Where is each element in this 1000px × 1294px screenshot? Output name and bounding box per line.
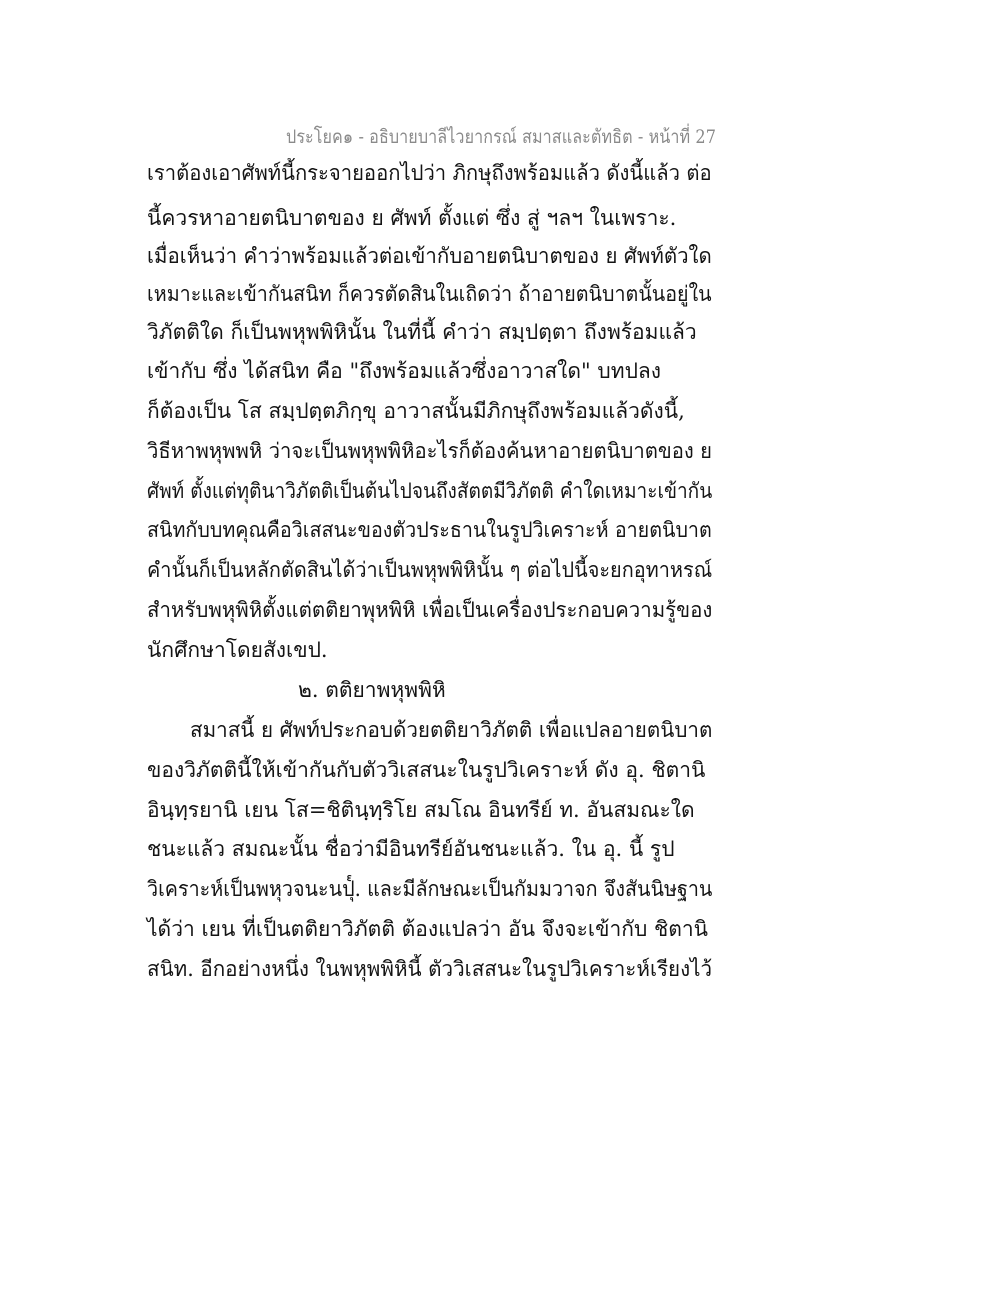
- body-line: คำนั้นก็เป็นหลักตัดสินได้ว่าเป็นพหุพพิหินั้น ๆ ต่อไปนี้จะยกอุทาหรณ์: [147, 558, 713, 582]
- section-line: สมาสนี้ ย ศัพท์ประกอบด้วยตติยาวิภัตติ เพื่อแปลอายตนิบาต: [190, 718, 713, 742]
- body-line: ศัพท์ ตั้งแต่ทุตินาวิภัตติเป็นต้นไปจนถึงสัตตมีวิภัตติ คำใดเหมาะเข้ากัน: [147, 479, 713, 503]
- section-line: วิเคราะห์เป็นพหุวจนะนปุ๎. และมีลักษณะเป็นกัมมวาจก จึงสันนิษฐาน: [147, 877, 713, 901]
- running-header: ประโยค๑ - อธิบายบาลีไวยากรณ์ สมาสและตัทธิต - หน้าที่ 27: [286, 126, 717, 148]
- body-line: ก็ต้องเป็น โส สมฺปตฺตภิกฺขุ อาวาสนั้นมีภิกษุถึงพร้อมแล้วดังนี้,: [147, 399, 685, 423]
- section-line: ชนะแล้ว สมณะนั้น ชื่อว่ามีอินทรีย์อันชนะแล้ว. ใน อุ. นี้ รูป: [147, 837, 675, 861]
- body-line: เข้ากับ ซึ่ง ได้สนิท คือ "ถึงพร้อมแล้วซึ่งอาวาสใด" บทปลง: [147, 359, 662, 383]
- section-line: อินฺทฺรยานิ เยน โส=ชิตินฺทฺริโย สมโณ อินทรีย์ ท. อันสมณะใด: [147, 798, 695, 822]
- section-line: ได้ว่า เยน ที่เป็นตติยาวิภัตติ ต้องแปลว่า อัน จึงจะเข้ากับ ชิตานิ: [147, 917, 709, 941]
- body-line: สำหรับพหุพิหิตั้งแต่ตติยาพุหพิหิ เพื่อเป็นเครื่องประกอบความรู้ของ: [147, 598, 713, 622]
- section-line: ของวิภัตตินี้ให้เข้ากันกับตัววิเสสนะในรูปวิเคราะห์ ดัง อุ. ชิตานิ: [147, 758, 706, 782]
- body-line: นักศึกษาโดยสังเขป.: [147, 638, 328, 662]
- body-line: นี้ควรหาอายตนิบาตของ ย ศัพท์ ตั้งแต่ ซึ่ง สู่ ฯลฯ ในเพราะ.: [147, 206, 677, 230]
- body-line: เมื่อเห็นว่า คำว่าพร้อมแล้วต่อเข้ากับอายตนิบาตของ ย ศัพท์ตัวใด: [147, 244, 712, 268]
- section-heading: ๒. ตติยาพหุพพิหิ: [298, 678, 446, 702]
- body-line: เหมาะและเข้ากันสนิท ก็ควรตัดสินในเถิดว่า ถ้าอายตนิบาตนั้นอยู่ใน: [147, 282, 712, 306]
- body-line: วิธีหาพหุพพหิ ว่าจะเป็นพหุพพิหิอะไรก็ต้องค้นหาอายตนิบาตของ ย: [147, 439, 713, 463]
- section-line: สนิท. อีกอย่างหนึ่ง ในพหุพพิหินี้ ตัววิเสสนะในรูปวิเคราะห์เรียงไว้: [147, 957, 713, 981]
- body-line: สนิทกับบทคุณคือวิเสสนะของตัวประธานในรูปวิเคราะห์ อายตนิบาต: [147, 518, 712, 542]
- body-line: เราต้องเอาศัพท์นี้กระจายออกไปว่า ภิกษุถึงพร้อมแล้ว ดังนี้แล้ว ต่อ: [147, 161, 712, 185]
- body-line: วิภัตติใด ก็เป็นพหุพพิหินั้น ในที่นี้ คำว่า สมฺปตฺตา ถึงพร้อมแล้ว: [147, 320, 697, 344]
